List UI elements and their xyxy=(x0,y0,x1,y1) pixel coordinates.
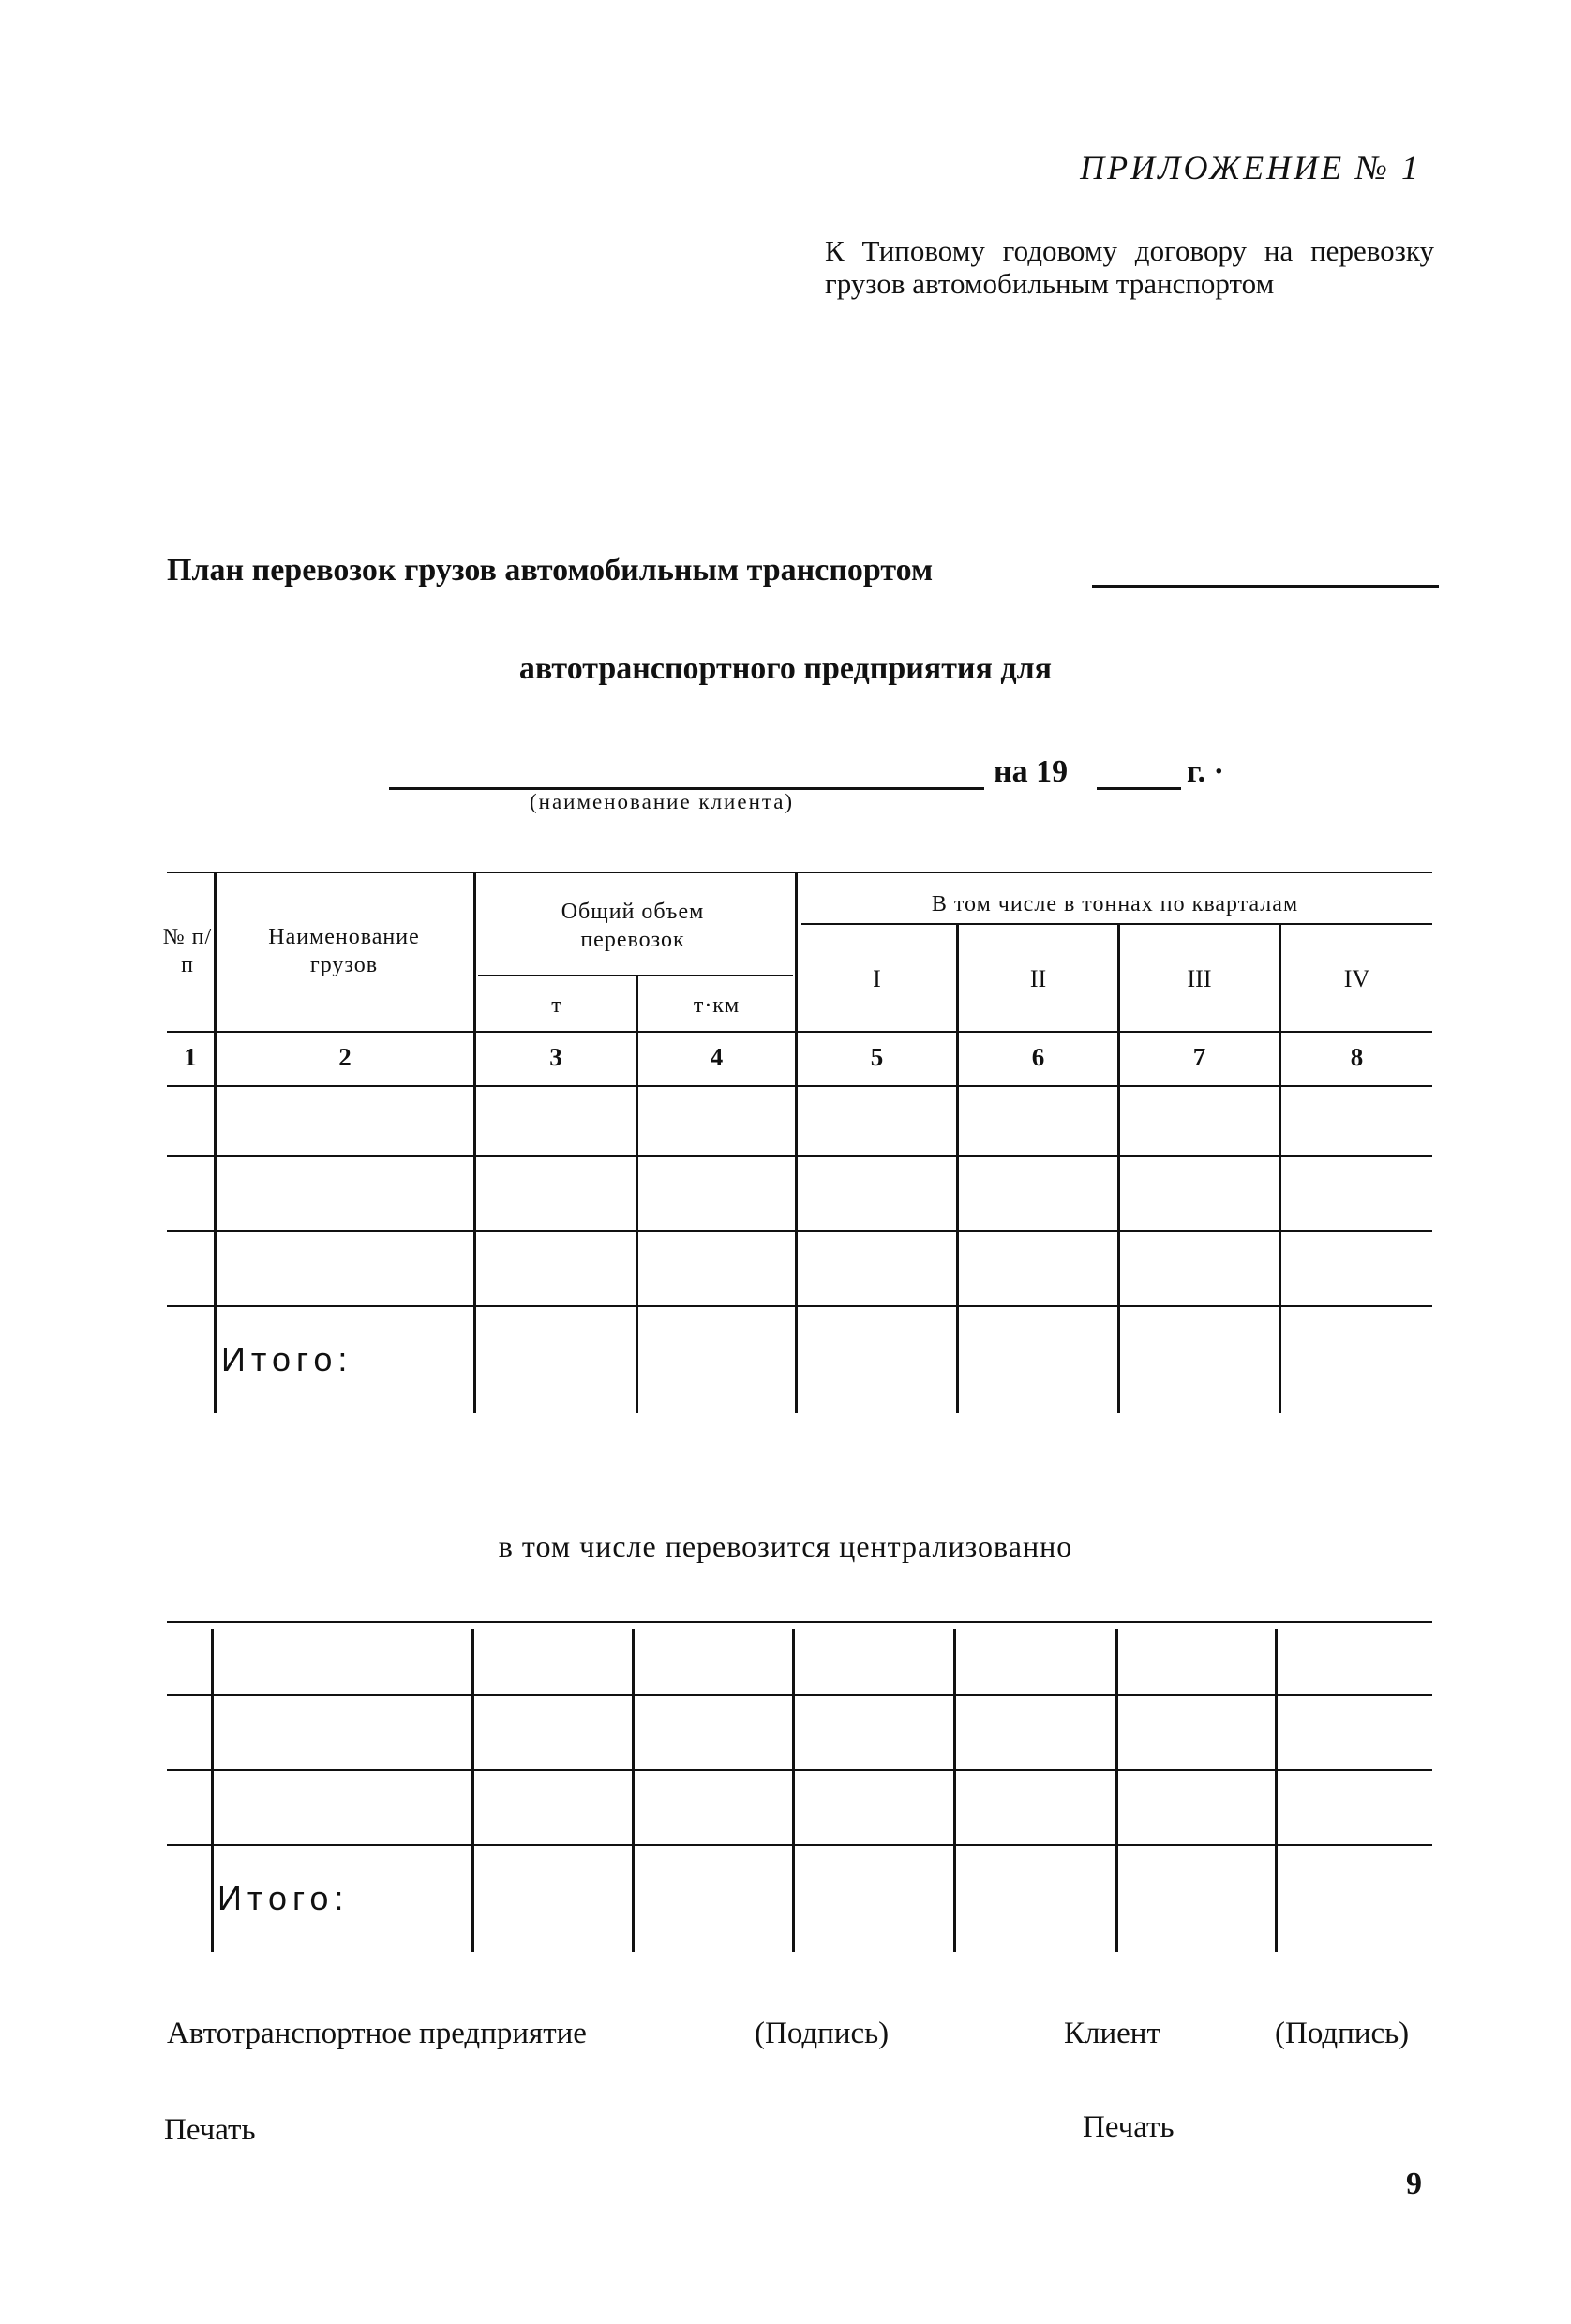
client-caption: (наименование клиента) xyxy=(530,790,795,813)
row-line xyxy=(167,1844,1432,1846)
year-suffix: г. · xyxy=(1187,754,1224,789)
header-quarter-4: IV xyxy=(1343,965,1370,992)
column-numbers-line xyxy=(167,1085,1432,1087)
column-divider xyxy=(1275,1629,1278,1952)
page-number: 9 xyxy=(1406,2167,1422,2201)
column-divider xyxy=(632,1629,635,1952)
header-bottom-line xyxy=(167,1031,1432,1033)
plan-title: План перевозок грузов автомобильным транспортом xyxy=(167,553,934,588)
row-line xyxy=(167,1694,1432,1696)
column-divider xyxy=(956,923,959,1413)
header-tons: т xyxy=(551,993,562,1018)
enterprise-signature-label: (Подпись) xyxy=(755,2017,890,2050)
total-label: Итого: xyxy=(217,1879,350,1917)
client-stamp-label: Печать xyxy=(1083,2110,1175,2144)
column-number: 5 xyxy=(870,1043,884,1071)
header-cargo-name: Наименование грузов xyxy=(268,925,420,977)
column-divider xyxy=(1279,923,1281,1413)
column-divider xyxy=(211,1629,214,1952)
plan-subtitle: автотранспортного предприятия для xyxy=(518,651,1053,686)
enterprise-blank-line xyxy=(1092,585,1439,588)
enterprise-label: Автотранспортное предприятие xyxy=(167,2017,587,2050)
centralized-caption: в том числе перевозится централизованно xyxy=(498,1529,1073,1563)
column-number: 4 xyxy=(710,1043,724,1071)
header-quarter-2: II xyxy=(1029,965,1047,992)
header-ton-km: т·км xyxy=(693,993,741,1018)
year-blank-line xyxy=(1097,787,1181,790)
column-divider xyxy=(795,872,798,1413)
column-number: 1 xyxy=(184,1043,197,1071)
table-top-border xyxy=(167,872,1432,873)
column-divider xyxy=(473,872,476,1413)
column-divider xyxy=(636,975,638,1413)
client-label: Клиент xyxy=(1064,2017,1160,2050)
row-line xyxy=(167,1230,1432,1232)
header-quarters: В том числе в тоннах по кварталам xyxy=(931,892,1299,916)
column-divider xyxy=(1115,1629,1118,1952)
column-divider xyxy=(1117,923,1120,1413)
header-total-volume: Общий объем перевозок xyxy=(561,900,705,952)
header-quarter-3: III xyxy=(1187,965,1212,992)
column-divider xyxy=(471,1629,474,1952)
column-number: 2 xyxy=(338,1043,352,1071)
row-line xyxy=(167,1155,1432,1157)
column-divider xyxy=(792,1629,795,1952)
row-line xyxy=(167,1769,1432,1771)
header-number: № п/п xyxy=(162,925,213,977)
client-signature-label: (Подпись) xyxy=(1275,2017,1410,2050)
row-line xyxy=(167,1305,1432,1307)
appendix-note: К Типовому годовому договору на перевозку грузов автомобильным транспортом xyxy=(825,234,1434,300)
column-divider xyxy=(214,872,217,1413)
column-number: 3 xyxy=(549,1043,562,1071)
column-divider xyxy=(953,1629,956,1952)
column-number: 7 xyxy=(1192,1043,1206,1071)
year-prefix: на 19 xyxy=(994,754,1069,789)
column-number: 6 xyxy=(1031,1043,1045,1071)
header-quarter-1: I xyxy=(873,965,881,992)
total-label: Итого: xyxy=(221,1340,353,1378)
enterprise-stamp-label: Печать xyxy=(164,2113,256,2147)
table-top-border xyxy=(167,1621,1432,1623)
appendix-title: ПРИЛОЖЕНИЕ № 1 xyxy=(1080,149,1421,186)
column-number: 8 xyxy=(1350,1043,1364,1071)
